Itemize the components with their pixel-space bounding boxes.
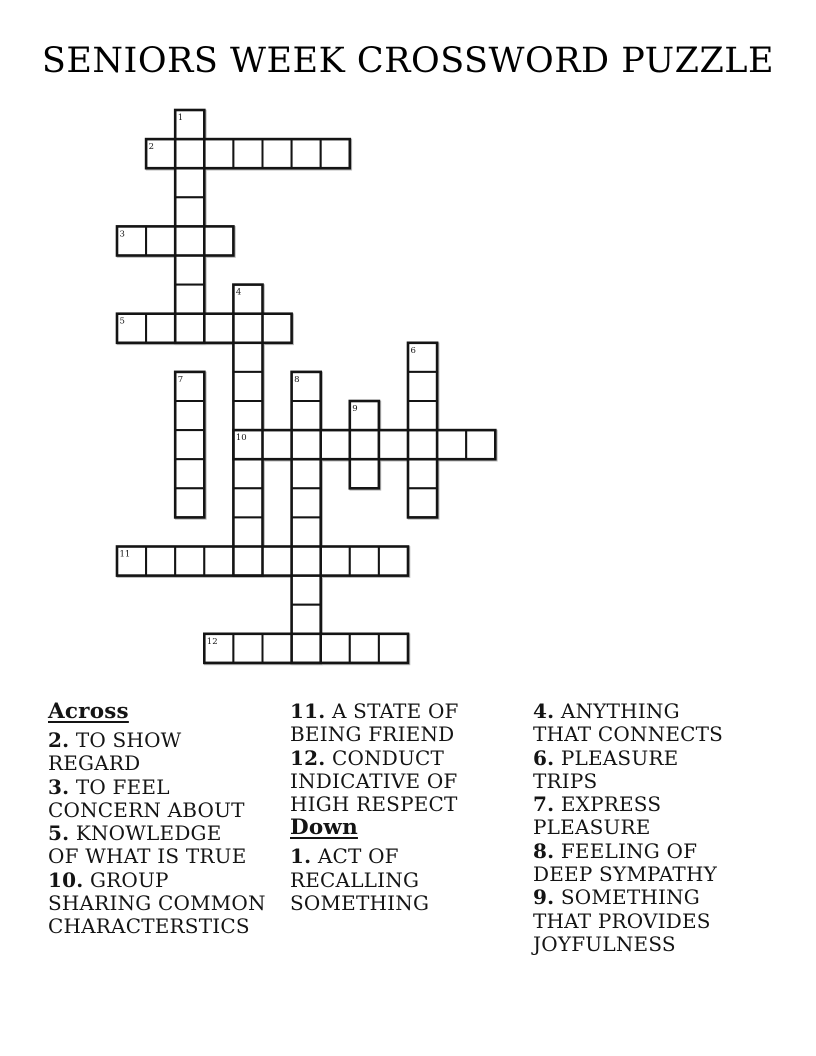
cell-number: 5 <box>119 316 125 327</box>
clue-line: RECALLING <box>290 867 420 892</box>
clue-line: 2. TO SHOW <box>48 727 182 752</box>
clue-line: SOMETHING <box>290 891 430 916</box>
clue-line: PLEASURE <box>533 815 651 840</box>
cell-number: 6 <box>410 345 416 356</box>
grid-cell <box>233 488 262 517</box>
clue-line: 8. FEELING OF <box>533 838 698 863</box>
clue-number: 9. <box>533 885 555 910</box>
clue-number: 5. <box>48 821 70 846</box>
grid-cell <box>175 401 204 430</box>
cell-number: 11 <box>119 549 131 560</box>
clue-line: 3. TO FEEL <box>48 774 170 799</box>
clue-line: THAT CONNECTS <box>533 722 724 747</box>
grid-cell <box>204 547 233 576</box>
clue-line: BEING FRIEND <box>290 722 455 747</box>
grid-cell <box>292 459 321 488</box>
clue-line: INDICATIVE OF <box>290 768 458 793</box>
cell-number: 3 <box>119 229 125 240</box>
grid-cell <box>233 517 262 546</box>
grid-cell <box>175 547 204 576</box>
grid-cell <box>292 488 321 517</box>
grid-cell <box>292 547 321 576</box>
clue-line: REGARD <box>48 751 141 776</box>
clue-item <box>533 747 773 794</box>
clue-line: DEEP SYMPATHY <box>533 862 717 887</box>
clue-line: CONCERN ABOUT <box>48 797 245 822</box>
grid-cell <box>263 634 292 663</box>
cell-number: 2 <box>148 142 155 153</box>
grid-cell <box>466 430 495 459</box>
clue-number: 4. <box>533 699 555 723</box>
clue-line: 12. CONDUCT <box>290 745 445 770</box>
grid-cell <box>408 459 437 488</box>
grid-cell <box>175 459 204 488</box>
grid-cell <box>350 634 379 663</box>
grid-cell <box>146 547 175 576</box>
grid-cell <box>408 488 437 517</box>
clue-number: 2. <box>48 727 70 752</box>
clue-item <box>533 886 773 956</box>
clue-item <box>533 700 773 747</box>
clue-number: 3. <box>48 774 70 799</box>
clue-line: TRIPS <box>533 768 598 793</box>
clue-item <box>290 700 530 747</box>
clue-item <box>48 822 288 869</box>
grid-cell <box>233 634 262 663</box>
grid-cell <box>292 517 321 546</box>
cell-number: 7 <box>177 374 184 385</box>
clue-line: HIGH RESPECT <box>290 792 458 817</box>
grid-cell <box>321 547 350 576</box>
grid-cell <box>233 547 262 576</box>
clue-line: SHARING COMMON <box>48 891 266 916</box>
clue-number: 10. <box>48 867 84 892</box>
clue-item <box>290 747 530 817</box>
grid-cell <box>408 372 437 401</box>
cell-number: 10 <box>235 433 247 444</box>
grid-cell <box>292 401 321 430</box>
clue-line: 11. A STATE OF <box>290 699 459 723</box>
grid-cell <box>233 459 262 488</box>
grid-cell <box>263 547 292 576</box>
grid-cell <box>350 430 379 459</box>
grid-cell <box>379 547 408 576</box>
grid-cell <box>379 430 408 459</box>
clue-line: 4. ANYTHING <box>533 699 680 723</box>
across-heading: Across <box>48 699 129 724</box>
clue-item <box>48 776 288 823</box>
grid-cell <box>350 547 379 576</box>
clues-column <box>290 700 530 915</box>
grid-cell <box>321 430 350 459</box>
cell-number: 8 <box>294 374 300 385</box>
grid-cell <box>292 634 321 663</box>
grid-cell <box>408 401 437 430</box>
page-title: SENIORS WEEK CROSSWORD PUZZLE <box>41 41 775 81</box>
cell-number: 9 <box>352 404 358 414</box>
clue-number: 11. <box>290 699 326 723</box>
clue-line: 1. ACT OF <box>290 844 399 869</box>
clue-number: 1. <box>290 844 312 869</box>
cell-number: 1 <box>177 113 184 123</box>
clue-line: THAT PROVIDES <box>533 908 711 933</box>
clue-number: 12. <box>290 745 326 770</box>
grid-cell <box>233 372 262 401</box>
cell-number: 12 <box>206 636 218 647</box>
clue-line: 5. KNOWLEDGE <box>48 821 222 846</box>
clue-line: 7. EXPRESS <box>533 792 662 817</box>
grid-cell <box>437 430 466 459</box>
clue-line: 9. SOMETHING <box>533 885 700 910</box>
clue-item <box>48 729 288 776</box>
down-heading: Down <box>290 815 358 841</box>
grid-cell <box>233 401 262 430</box>
grid-cell <box>263 430 292 459</box>
clue-line: CHARACTERSTICS <box>48 914 250 939</box>
clue-line: 10. GROUP <box>48 867 169 892</box>
grid-cell <box>379 634 408 663</box>
grid-cell <box>350 459 379 488</box>
grid-cell <box>175 488 204 517</box>
clues-column <box>533 700 773 956</box>
clue-number: 7. <box>533 792 555 817</box>
grid-cell <box>408 430 437 459</box>
grid-cell <box>292 605 321 634</box>
clue-line: 6. PLEASURE <box>533 745 679 770</box>
cell-number: 4 <box>235 287 242 298</box>
clue-item <box>533 793 773 840</box>
grid-cell <box>292 576 321 605</box>
clue-item <box>48 869 288 939</box>
grid-cell <box>321 634 350 663</box>
clue-line: OF WHAT IS TRUE <box>48 844 247 869</box>
clue-item <box>533 840 773 887</box>
grid-cell <box>175 430 204 459</box>
clue-line: JOYFULNESS <box>533 931 676 956</box>
clues-column <box>48 700 288 939</box>
clue-number: 8. <box>533 838 555 863</box>
clue-number: 6. <box>533 745 555 770</box>
grid-cell <box>292 430 321 459</box>
clue-item <box>290 845 530 915</box>
